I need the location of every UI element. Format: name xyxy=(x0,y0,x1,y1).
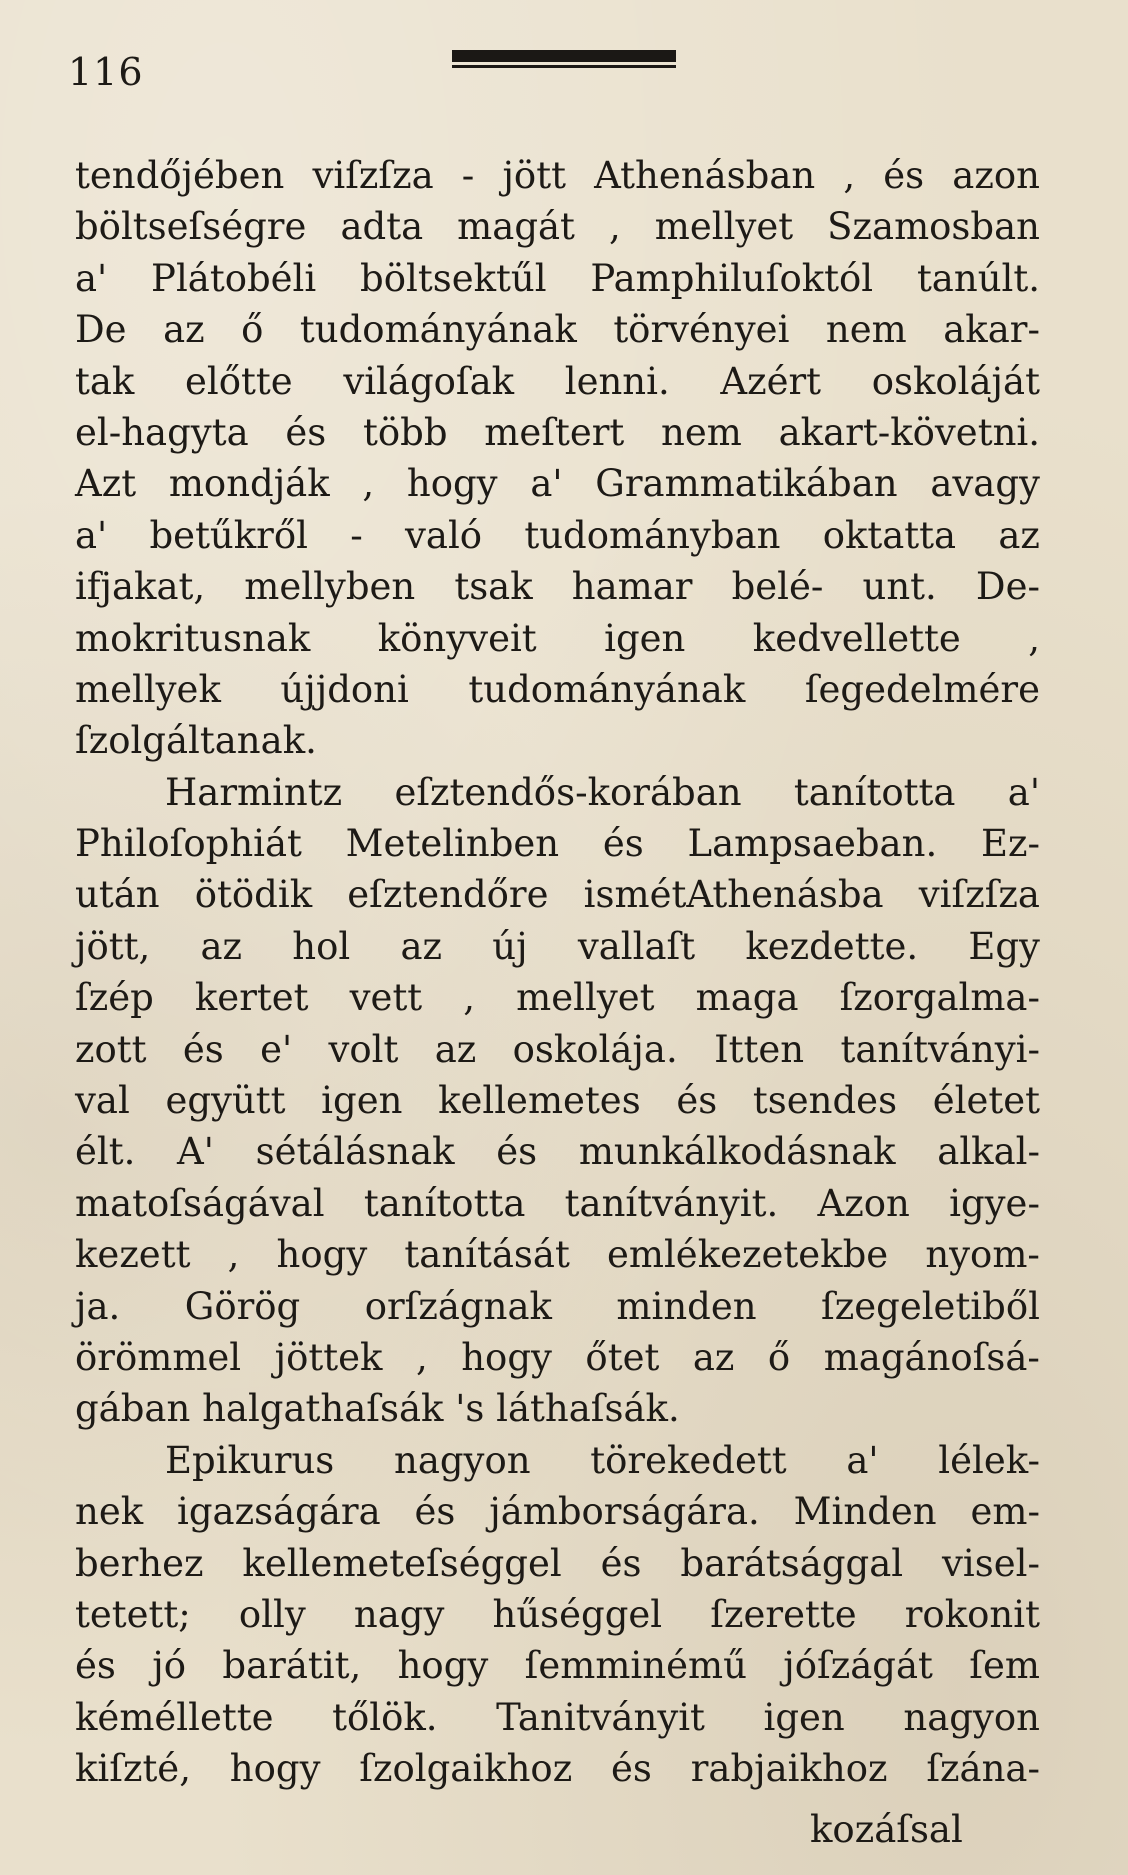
word: vallaſt xyxy=(577,924,696,968)
word: hogy xyxy=(461,1335,552,1379)
word: jött xyxy=(502,154,566,197)
word: tendőjében xyxy=(75,154,285,197)
word: könyveit xyxy=(377,616,537,660)
text-line xyxy=(75,1538,1040,1589)
text-line xyxy=(75,1229,1040,1280)
word: böltseſségre xyxy=(75,205,307,249)
word: előtte xyxy=(185,359,293,403)
word: Philoſophiát xyxy=(75,822,302,866)
text-line xyxy=(75,1281,1040,1332)
word: magát xyxy=(457,205,575,249)
word: mellyet xyxy=(654,205,794,249)
word: munkálkodásnak xyxy=(578,1130,896,1174)
word: mokritusnak xyxy=(75,616,311,660)
word: több xyxy=(363,410,448,454)
text-line xyxy=(75,1075,1040,1126)
word: vett xyxy=(349,976,423,1020)
word: betűkről xyxy=(149,513,308,557)
word: Pamphiluſoktól xyxy=(590,256,874,300)
word: és xyxy=(182,1027,224,1071)
word: el-hagyta xyxy=(75,410,249,454)
word: ſzána- xyxy=(926,1747,1040,1791)
text-line xyxy=(75,972,1040,1023)
text-line xyxy=(75,664,1040,715)
word: és xyxy=(611,1747,652,1791)
word: barátsággal xyxy=(680,1541,904,1585)
text-line xyxy=(75,458,1040,509)
page-number: 116 xyxy=(68,50,144,94)
word: rabjaikhoz xyxy=(690,1747,888,1791)
word: emlékezetekbe xyxy=(606,1233,889,1277)
word: val xyxy=(75,1079,130,1123)
text-line xyxy=(75,767,1040,818)
word: Lampsaeban. xyxy=(687,822,938,866)
word: mellyek xyxy=(75,667,221,711)
word: nagy xyxy=(353,1592,445,1636)
word: - xyxy=(461,154,475,197)
word: adta xyxy=(340,205,424,249)
word: és xyxy=(285,410,327,454)
word: ſemminémű xyxy=(524,1644,747,1688)
word: hol xyxy=(292,924,351,968)
header-rule-thin xyxy=(452,65,676,68)
word: nyom- xyxy=(925,1233,1040,1277)
word: A' xyxy=(177,1130,214,1174)
word: akar- xyxy=(943,308,1040,352)
word: élt. xyxy=(75,1130,136,1174)
word: ſzerette xyxy=(710,1592,857,1636)
word: De- xyxy=(975,565,1040,609)
word: a' xyxy=(530,462,563,506)
text-line xyxy=(75,1332,1040,1383)
word: Athenásban xyxy=(594,154,816,197)
word: tanítványit. xyxy=(564,1181,779,1225)
text-line xyxy=(75,304,1040,355)
word: a' xyxy=(75,256,108,300)
word: és xyxy=(602,822,644,866)
word: Azt xyxy=(75,462,137,506)
word: , xyxy=(463,976,476,1020)
word: minden xyxy=(616,1284,757,1328)
word: törekedett xyxy=(590,1438,787,1482)
word: ſzolgaikhoz xyxy=(359,1747,573,1791)
word: lenni. xyxy=(564,359,670,403)
word: az xyxy=(998,513,1040,557)
word: mondják xyxy=(168,462,330,506)
word: ſegedelmére xyxy=(804,667,1040,711)
word: Epikurus xyxy=(165,1438,335,1482)
word: Harmintz xyxy=(165,770,343,814)
word: tsendes xyxy=(752,1079,898,1123)
word: kedvellette xyxy=(752,616,961,660)
text-line xyxy=(75,1640,1040,1691)
word: kellemetes xyxy=(438,1079,641,1123)
text-line xyxy=(75,150,1040,201)
word: ſzegeletiből xyxy=(821,1284,1040,1328)
word: örömmel xyxy=(75,1335,242,1379)
word: és xyxy=(75,1644,116,1688)
text-line xyxy=(75,561,1040,612)
word: tanítását xyxy=(404,1233,570,1277)
word: kiſzté, xyxy=(75,1747,191,1791)
word: a' xyxy=(1007,770,1040,814)
word: és xyxy=(414,1490,456,1534)
word: igazságára xyxy=(177,1490,381,1534)
word: életet xyxy=(932,1079,1040,1123)
word: és xyxy=(600,1541,642,1585)
text-line xyxy=(75,921,1040,972)
word: kezett xyxy=(75,1233,191,1277)
text-line: gában halgathaſsák 's láthaſsák. xyxy=(75,1387,680,1431)
word: , xyxy=(415,1335,428,1379)
word: matoſságával xyxy=(75,1181,325,1225)
word: ismétAthenásba xyxy=(583,873,884,917)
word: berhez xyxy=(75,1541,204,1585)
word: ő xyxy=(241,308,264,352)
word: , xyxy=(843,154,856,197)
word: jóſzágát xyxy=(783,1644,933,1688)
text-line xyxy=(75,1178,1040,1229)
word: nem xyxy=(661,410,742,454)
word: rokonit xyxy=(904,1592,1040,1636)
word: hogy xyxy=(406,462,498,506)
text-line xyxy=(75,613,1040,664)
word: mellyben xyxy=(244,565,416,609)
word: kéméllette xyxy=(75,1695,274,1739)
word: tudományának xyxy=(468,667,746,711)
text-line xyxy=(75,253,1040,304)
word: hogy xyxy=(276,1233,368,1277)
word: új xyxy=(492,924,528,968)
text-line xyxy=(75,201,1040,252)
word: Itten xyxy=(714,1027,805,1071)
word: - xyxy=(350,513,363,557)
word: belé- xyxy=(731,565,824,609)
word: kertet xyxy=(194,976,309,1020)
word: olly xyxy=(238,1592,306,1636)
word: azon xyxy=(952,154,1040,197)
word: orſzágnak xyxy=(364,1284,552,1328)
word: világoſak xyxy=(343,359,515,403)
word: az xyxy=(163,308,205,352)
word: nagyon xyxy=(393,1438,531,1482)
word: nek xyxy=(75,1490,144,1534)
word: akart-követni. xyxy=(778,410,1040,454)
word: Metelinben xyxy=(345,822,560,866)
word: em- xyxy=(970,1490,1040,1534)
word: oskolája. xyxy=(512,1027,678,1071)
word: oskoláját xyxy=(871,359,1040,403)
word: a' xyxy=(75,513,108,557)
word: unt. xyxy=(862,565,937,609)
text-line xyxy=(75,1435,1040,1486)
text-line xyxy=(75,1589,1040,1640)
word: alkal- xyxy=(937,1130,1040,1174)
word: a' xyxy=(846,1438,879,1482)
word: , xyxy=(608,205,621,249)
word: tőlök. xyxy=(332,1695,438,1739)
text-line xyxy=(75,818,1040,869)
word: Ez- xyxy=(980,822,1040,866)
word: nagyon xyxy=(903,1695,1040,1739)
word: viſzſza xyxy=(918,873,1040,917)
word: eſztendőre xyxy=(347,873,549,917)
text-line: ſzolgáltanak. xyxy=(75,719,317,763)
word: igen xyxy=(321,1079,403,1123)
word: magánoſsá- xyxy=(823,1335,1040,1379)
word: , xyxy=(362,462,375,506)
word: való xyxy=(405,513,483,557)
word: zott xyxy=(75,1027,147,1071)
word: hamar xyxy=(571,565,693,609)
word: az xyxy=(692,1335,735,1379)
word: jött, xyxy=(75,924,151,968)
text-line xyxy=(75,510,1040,561)
word: az xyxy=(400,924,443,968)
text-line xyxy=(75,1486,1040,1537)
word: , xyxy=(227,1233,240,1277)
text-line xyxy=(75,407,1040,458)
word: után xyxy=(75,873,160,917)
word: viſzſza xyxy=(312,154,434,197)
word: Azon xyxy=(817,1181,910,1225)
header-rule-thick xyxy=(452,50,676,62)
word: visel- xyxy=(942,1541,1040,1585)
word: De xyxy=(75,308,127,352)
word: és xyxy=(496,1130,538,1174)
word: mellyet xyxy=(516,976,655,1020)
word: újjdoni xyxy=(280,667,409,711)
word: ſzép xyxy=(75,976,154,1020)
word: ja. xyxy=(75,1284,121,1328)
word: hogy xyxy=(229,1747,321,1791)
word: tudományban xyxy=(524,513,781,557)
word: kellemeteſséggel xyxy=(242,1541,562,1585)
word: Tanitványit xyxy=(496,1695,705,1739)
text-line xyxy=(75,1024,1040,1075)
word: tudományának xyxy=(299,308,577,352)
word: eſztendős-korában xyxy=(394,770,742,814)
word: jámborságára. xyxy=(489,1490,760,1534)
word: együtt xyxy=(165,1079,286,1123)
word: tanította xyxy=(793,770,956,814)
word: volt xyxy=(328,1027,399,1071)
word: Plátobéli xyxy=(151,256,317,300)
text-line xyxy=(75,356,1040,407)
word: avagy xyxy=(930,462,1040,506)
word: Grammatikában xyxy=(595,462,898,506)
text-line xyxy=(75,1743,1040,1794)
word: hogy xyxy=(397,1644,489,1688)
word: böltsektűl xyxy=(360,256,547,300)
word: hűséggel xyxy=(492,1592,663,1636)
word: tanúlt. xyxy=(916,256,1040,300)
word: tanítványi- xyxy=(840,1027,1040,1071)
word: , xyxy=(1028,616,1040,660)
word: tanította xyxy=(363,1181,526,1225)
word: és xyxy=(883,154,925,197)
word: igye- xyxy=(949,1181,1040,1225)
word: az xyxy=(200,924,243,968)
word: ſem xyxy=(969,1644,1040,1688)
word: tetett; xyxy=(75,1592,191,1636)
word: ötödik xyxy=(194,873,313,917)
word: maga xyxy=(695,976,799,1020)
word: sétálásnak xyxy=(255,1130,455,1174)
word: tsak xyxy=(454,565,533,609)
header-rule xyxy=(452,50,676,68)
word: tak xyxy=(75,359,135,403)
word: meſtert xyxy=(484,410,625,454)
word: Egy xyxy=(968,924,1040,968)
word: ő xyxy=(767,1335,791,1379)
word: ifjakat, xyxy=(75,565,206,609)
word: igen xyxy=(604,616,686,660)
word: jó xyxy=(152,1644,187,1688)
word: Azért xyxy=(720,359,822,403)
text-line xyxy=(75,869,1040,920)
word: lélek- xyxy=(938,1438,1040,1482)
word: Görög xyxy=(184,1284,301,1328)
word: nem xyxy=(825,308,907,352)
word: kezdette. xyxy=(745,924,919,968)
word: oktatta xyxy=(822,513,957,557)
body-text xyxy=(75,150,1040,1795)
word: és xyxy=(676,1079,718,1123)
text-line xyxy=(75,1126,1040,1177)
word: barátit, xyxy=(222,1644,362,1688)
word: igen xyxy=(763,1695,845,1739)
catchword: kozáſsal xyxy=(810,1808,963,1851)
word: e' xyxy=(260,1027,293,1071)
word: ſzorgalma- xyxy=(839,976,1040,1020)
word: Minden xyxy=(793,1490,937,1534)
word: Szamosban xyxy=(827,205,1040,249)
word: jöttek xyxy=(274,1335,383,1379)
word: az xyxy=(434,1027,477,1071)
text-line xyxy=(75,1692,1040,1743)
word: őtet xyxy=(585,1335,660,1379)
word: törvényei xyxy=(613,308,790,352)
